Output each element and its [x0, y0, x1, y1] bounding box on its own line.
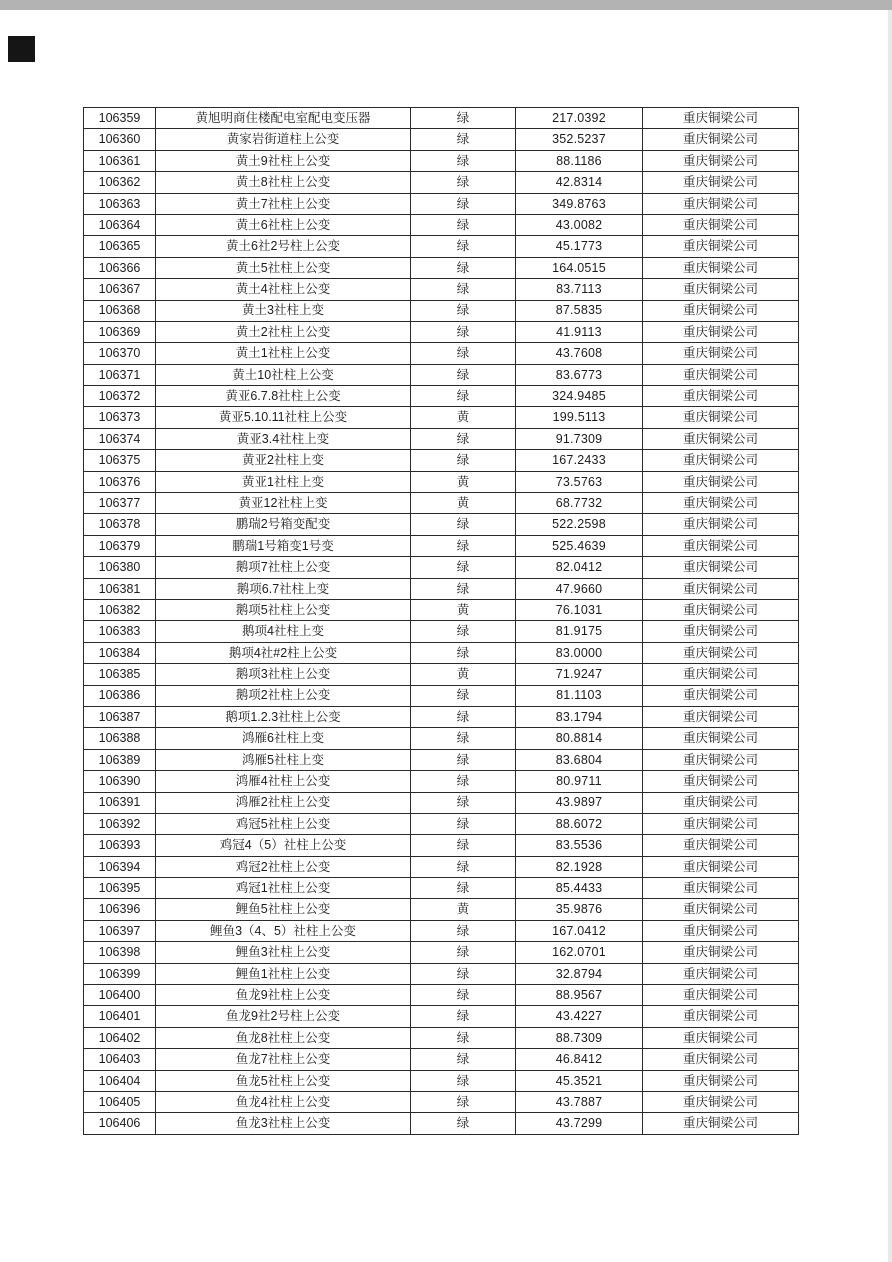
cell-company: 重庆铜梁公司 [643, 664, 799, 685]
cell-status: 绿 [411, 1049, 516, 1070]
cell-name: 黄土6社2号柱上公变 [156, 236, 411, 257]
cell-value: 82.1928 [516, 856, 643, 877]
cell-status: 绿 [411, 386, 516, 407]
cell-value: 83.1794 [516, 706, 643, 727]
cell-name: 黄亚12社柱上变 [156, 493, 411, 514]
cell-status: 黄 [411, 471, 516, 492]
table-row [84, 150, 799, 171]
cell-id: 106401 [84, 1006, 156, 1027]
table-body [84, 108, 799, 1135]
cell-company: 重庆铜梁公司 [643, 471, 799, 492]
cell-company: 重庆铜梁公司 [643, 642, 799, 663]
cell-name: 鹅项4社#2柱上公变 [156, 642, 411, 663]
table-row [84, 257, 799, 278]
cell-status: 绿 [411, 642, 516, 663]
cell-status: 绿 [411, 1113, 516, 1134]
table-row [84, 193, 799, 214]
cell-company: 重庆铜梁公司 [643, 386, 799, 407]
cell-company: 重庆铜梁公司 [643, 813, 799, 834]
cell-value: 80.8814 [516, 728, 643, 749]
table-row [84, 129, 799, 150]
table-row [84, 878, 799, 899]
cell-status: 绿 [411, 621, 516, 642]
cell-id: 106379 [84, 535, 156, 556]
cell-company: 重庆铜梁公司 [643, 321, 799, 342]
cell-name: 黄旭明商住楼配电室配电变压器 [156, 108, 411, 129]
cell-value: 47.9660 [516, 578, 643, 599]
cell-value: 35.9876 [516, 899, 643, 920]
cell-company: 重庆铜梁公司 [643, 792, 799, 813]
cell-value: 199.5113 [516, 407, 643, 428]
cell-company: 重庆铜梁公司 [643, 108, 799, 129]
cell-company: 重庆铜梁公司 [643, 535, 799, 556]
table-row [84, 1091, 799, 1112]
table-row [84, 172, 799, 193]
cell-value: 43.7608 [516, 343, 643, 364]
cell-id: 106369 [84, 321, 156, 342]
cell-name: 鱼龙9社柱上公变 [156, 985, 411, 1006]
table-row [84, 343, 799, 364]
cell-company: 重庆铜梁公司 [643, 1113, 799, 1134]
cell-id: 106400 [84, 985, 156, 1006]
table-row [84, 728, 799, 749]
cell-id: 106371 [84, 364, 156, 385]
table-row [84, 642, 799, 663]
cell-status: 绿 [411, 343, 516, 364]
cell-id: 106385 [84, 664, 156, 685]
cell-name: 鲤鱼1社柱上公变 [156, 963, 411, 984]
table-row [84, 1006, 799, 1027]
cell-status: 绿 [411, 535, 516, 556]
cell-status: 绿 [411, 1070, 516, 1091]
cell-name: 鹏瑞2号箱变配变 [156, 514, 411, 535]
cell-status: 绿 [411, 300, 516, 321]
cell-status: 绿 [411, 129, 516, 150]
cell-value: 32.8794 [516, 963, 643, 984]
cell-value: 41.9113 [516, 321, 643, 342]
cell-status: 绿 [411, 878, 516, 899]
cell-status: 绿 [411, 557, 516, 578]
cell-value: 91.7309 [516, 428, 643, 449]
table-row [84, 557, 799, 578]
cell-status: 绿 [411, 172, 516, 193]
table-row [84, 514, 799, 535]
cell-name: 黄土6社柱上公变 [156, 214, 411, 235]
cell-name: 鹅项2社柱上公变 [156, 685, 411, 706]
cell-id: 106393 [84, 835, 156, 856]
cell-value: 525.4639 [516, 535, 643, 556]
cell-name: 黄土5社柱上公变 [156, 257, 411, 278]
cell-id: 106403 [84, 1049, 156, 1070]
table-row [84, 386, 799, 407]
cell-company: 重庆铜梁公司 [643, 599, 799, 620]
cell-status: 绿 [411, 963, 516, 984]
cell-id: 106365 [84, 236, 156, 257]
cell-value: 88.7309 [516, 1027, 643, 1048]
cell-name: 鱼龙5社柱上公变 [156, 1070, 411, 1091]
cell-name: 鱼龙8社柱上公变 [156, 1027, 411, 1048]
cell-company: 重庆铜梁公司 [643, 428, 799, 449]
table-row [84, 920, 799, 941]
cell-id: 106394 [84, 856, 156, 877]
cell-value: 324.9485 [516, 386, 643, 407]
cell-status: 绿 [411, 706, 516, 727]
table-row [84, 749, 799, 770]
cell-value: 81.1103 [516, 685, 643, 706]
cell-name: 黄土8社柱上公变 [156, 172, 411, 193]
table-row [84, 578, 799, 599]
table-row [84, 321, 799, 342]
cell-company: 重庆铜梁公司 [643, 172, 799, 193]
cell-id: 106359 [84, 108, 156, 129]
cell-value: 71.9247 [516, 664, 643, 685]
cell-name: 鸡冠2社柱上公变 [156, 856, 411, 877]
table-row [84, 664, 799, 685]
cell-name: 鱼龙3社柱上公变 [156, 1113, 411, 1134]
cell-id: 106395 [84, 878, 156, 899]
cell-company: 重庆铜梁公司 [643, 407, 799, 428]
cell-company: 重庆铜梁公司 [643, 193, 799, 214]
cell-company: 重庆铜梁公司 [643, 942, 799, 963]
cell-company: 重庆铜梁公司 [643, 557, 799, 578]
cell-value: 46.8412 [516, 1049, 643, 1070]
cell-value: 43.4227 [516, 1006, 643, 1027]
cell-value: 43.7299 [516, 1113, 643, 1134]
cell-company: 重庆铜梁公司 [643, 279, 799, 300]
cell-id: 106386 [84, 685, 156, 706]
corner-mark [8, 36, 35, 62]
cell-name: 黄土7社柱上公变 [156, 193, 411, 214]
transformer-table [83, 107, 799, 1135]
cell-status: 绿 [411, 428, 516, 449]
cell-company: 重庆铜梁公司 [643, 514, 799, 535]
cell-id: 106389 [84, 749, 156, 770]
cell-name: 黄亚6.7.8社柱上公变 [156, 386, 411, 407]
cell-id: 106390 [84, 771, 156, 792]
cell-company: 重庆铜梁公司 [643, 621, 799, 642]
table-row [84, 706, 799, 727]
table-row [84, 621, 799, 642]
cell-status: 绿 [411, 835, 516, 856]
cell-id: 106378 [84, 514, 156, 535]
table-row [84, 1027, 799, 1048]
cell-name: 黄土3社柱上变 [156, 300, 411, 321]
cell-name: 鹅项7社柱上公变 [156, 557, 411, 578]
cell-id: 106388 [84, 728, 156, 749]
cell-value: 88.1186 [516, 150, 643, 171]
cell-status: 绿 [411, 792, 516, 813]
cell-name: 黄土1社柱上公变 [156, 343, 411, 364]
cell-id: 106377 [84, 493, 156, 514]
cell-name: 鱼龙9社2号柱上公变 [156, 1006, 411, 1027]
cell-status: 绿 [411, 942, 516, 963]
cell-company: 重庆铜梁公司 [643, 1049, 799, 1070]
cell-id: 106373 [84, 407, 156, 428]
table-row [84, 771, 799, 792]
cell-id: 106399 [84, 963, 156, 984]
cell-id: 106383 [84, 621, 156, 642]
cell-id: 106372 [84, 386, 156, 407]
table-row [84, 535, 799, 556]
table-row [84, 1113, 799, 1134]
cell-company: 重庆铜梁公司 [643, 749, 799, 770]
cell-value: 164.0515 [516, 257, 643, 278]
cell-status: 绿 [411, 749, 516, 770]
cell-name: 鸿雁5社柱上变 [156, 749, 411, 770]
table-row [84, 942, 799, 963]
cell-value: 88.9567 [516, 985, 643, 1006]
cell-name: 黄亚3.4社柱上变 [156, 428, 411, 449]
cell-name: 鸡冠1社柱上公变 [156, 878, 411, 899]
table-row [84, 493, 799, 514]
cell-status: 黄 [411, 899, 516, 920]
table-row [84, 1049, 799, 1070]
cell-company: 重庆铜梁公司 [643, 1091, 799, 1112]
cell-value: 81.9175 [516, 621, 643, 642]
cell-status: 绿 [411, 214, 516, 235]
cell-id: 106361 [84, 150, 156, 171]
cell-company: 重庆铜梁公司 [643, 920, 799, 941]
cell-status: 绿 [411, 108, 516, 129]
cell-value: 45.1773 [516, 236, 643, 257]
cell-value: 76.1031 [516, 599, 643, 620]
cell-company: 重庆铜梁公司 [643, 835, 799, 856]
cell-value: 83.7113 [516, 279, 643, 300]
cell-name: 鸡冠5社柱上公变 [156, 813, 411, 834]
cell-name: 鸿雁2社柱上公变 [156, 792, 411, 813]
cell-status: 绿 [411, 450, 516, 471]
cell-value: 43.0082 [516, 214, 643, 235]
cell-name: 黄土10社柱上公变 [156, 364, 411, 385]
cell-value: 45.3521 [516, 1070, 643, 1091]
cell-id: 106387 [84, 706, 156, 727]
cell-name: 鹏瑞1号箱变1号变 [156, 535, 411, 556]
cell-name: 鹅项4社柱上变 [156, 621, 411, 642]
cell-company: 重庆铜梁公司 [643, 856, 799, 877]
cell-status: 绿 [411, 193, 516, 214]
cell-status: 绿 [411, 1006, 516, 1027]
cell-id: 106363 [84, 193, 156, 214]
cell-name: 鹅项3社柱上公变 [156, 664, 411, 685]
cell-status: 绿 [411, 856, 516, 877]
cell-status: 绿 [411, 578, 516, 599]
cell-name: 鹅项1.2.3社柱上公变 [156, 706, 411, 727]
cell-value: 88.6072 [516, 813, 643, 834]
cell-status: 黄 [411, 493, 516, 514]
cell-status: 绿 [411, 985, 516, 1006]
cell-value: 522.2598 [516, 514, 643, 535]
cell-status: 绿 [411, 236, 516, 257]
table-row [84, 214, 799, 235]
cell-name: 鲤鱼5社柱上公变 [156, 899, 411, 920]
cell-company: 重庆铜梁公司 [643, 728, 799, 749]
table-row [84, 856, 799, 877]
table-row [84, 364, 799, 385]
cell-status: 黄 [411, 664, 516, 685]
table-row [84, 1070, 799, 1091]
cell-value: 85.4433 [516, 878, 643, 899]
cell-id: 106404 [84, 1070, 156, 1091]
page-right-edge-shadow [888, 10, 892, 1262]
cell-id: 106380 [84, 557, 156, 578]
page-top-edge-shadow [0, 0, 892, 10]
cell-status: 绿 [411, 1091, 516, 1112]
cell-name: 黄土4社柱上公变 [156, 279, 411, 300]
cell-company: 重庆铜梁公司 [643, 578, 799, 599]
cell-id: 106367 [84, 279, 156, 300]
cell-value: 349.8763 [516, 193, 643, 214]
cell-status: 绿 [411, 514, 516, 535]
cell-value: 83.6804 [516, 749, 643, 770]
cell-company: 重庆铜梁公司 [643, 493, 799, 514]
cell-company: 重庆铜梁公司 [643, 236, 799, 257]
cell-company: 重庆铜梁公司 [643, 300, 799, 321]
cell-value: 352.5237 [516, 129, 643, 150]
table-row [84, 300, 799, 321]
cell-company: 重庆铜梁公司 [643, 963, 799, 984]
cell-id: 106360 [84, 129, 156, 150]
cell-company: 重庆铜梁公司 [643, 129, 799, 150]
cell-id: 106381 [84, 578, 156, 599]
table-row [84, 813, 799, 834]
cell-value: 80.9711 [516, 771, 643, 792]
cell-name: 黄家岩街道柱上公变 [156, 129, 411, 150]
table-row [84, 279, 799, 300]
cell-name: 鱼龙7社柱上公变 [156, 1049, 411, 1070]
cell-name: 黄亚2社柱上变 [156, 450, 411, 471]
cell-value: 167.0412 [516, 920, 643, 941]
table-row [84, 963, 799, 984]
cell-company: 重庆铜梁公司 [643, 1070, 799, 1091]
cell-id: 106406 [84, 1113, 156, 1134]
cell-value: 43.9897 [516, 792, 643, 813]
cell-company: 重庆铜梁公司 [643, 257, 799, 278]
table-row [84, 599, 799, 620]
cell-company: 重庆铜梁公司 [643, 899, 799, 920]
cell-name: 鹅项6.7社柱上变 [156, 578, 411, 599]
cell-status: 绿 [411, 257, 516, 278]
cell-company: 重庆铜梁公司 [643, 706, 799, 727]
cell-id: 106402 [84, 1027, 156, 1048]
cell-value: 68.7732 [516, 493, 643, 514]
cell-value: 73.5763 [516, 471, 643, 492]
table-row [84, 450, 799, 471]
cell-id: 106398 [84, 942, 156, 963]
cell-name: 鲤鱼3社柱上公变 [156, 942, 411, 963]
table-row [84, 236, 799, 257]
cell-id: 106405 [84, 1091, 156, 1112]
cell-name: 鱼龙4社柱上公变 [156, 1091, 411, 1112]
cell-company: 重庆铜梁公司 [643, 214, 799, 235]
cell-status: 绿 [411, 685, 516, 706]
cell-id: 106376 [84, 471, 156, 492]
cell-status: 绿 [411, 771, 516, 792]
cell-id: 106366 [84, 257, 156, 278]
cell-id: 106396 [84, 899, 156, 920]
cell-name: 鹅项5社柱上公变 [156, 599, 411, 620]
cell-status: 绿 [411, 321, 516, 342]
cell-id: 106384 [84, 642, 156, 663]
cell-id: 106374 [84, 428, 156, 449]
table-row [84, 792, 799, 813]
cell-value: 83.5536 [516, 835, 643, 856]
table-row [84, 985, 799, 1006]
cell-name: 鲤鱼3（4、5）社柱上公变 [156, 920, 411, 941]
cell-value: 217.0392 [516, 108, 643, 129]
cell-company: 重庆铜梁公司 [643, 1027, 799, 1048]
table-row [84, 108, 799, 129]
cell-value: 42.8314 [516, 172, 643, 193]
cell-id: 106370 [84, 343, 156, 364]
table-row [84, 407, 799, 428]
cell-company: 重庆铜梁公司 [643, 1006, 799, 1027]
cell-id: 106382 [84, 599, 156, 620]
cell-status: 绿 [411, 813, 516, 834]
cell-name: 黄亚5.10.11社柱上公变 [156, 407, 411, 428]
cell-id: 106364 [84, 214, 156, 235]
cell-name: 黄土2社柱上公变 [156, 321, 411, 342]
cell-value: 162.0701 [516, 942, 643, 963]
cell-value: 167.2433 [516, 450, 643, 471]
cell-name: 鸿雁4社柱上公变 [156, 771, 411, 792]
cell-name: 鸡冠4（5）社柱上公变 [156, 835, 411, 856]
cell-value: 43.7887 [516, 1091, 643, 1112]
cell-value: 87.5835 [516, 300, 643, 321]
cell-status: 绿 [411, 1027, 516, 1048]
cell-status: 绿 [411, 279, 516, 300]
table-row [84, 899, 799, 920]
cell-id: 106368 [84, 300, 156, 321]
cell-name: 黄亚1社柱上变 [156, 471, 411, 492]
cell-company: 重庆铜梁公司 [643, 685, 799, 706]
cell-id: 106362 [84, 172, 156, 193]
cell-status: 绿 [411, 364, 516, 385]
cell-status: 绿 [411, 920, 516, 941]
cell-company: 重庆铜梁公司 [643, 150, 799, 171]
cell-id: 106391 [84, 792, 156, 813]
cell-company: 重庆铜梁公司 [643, 343, 799, 364]
cell-status: 绿 [411, 728, 516, 749]
cell-company: 重庆铜梁公司 [643, 771, 799, 792]
cell-value: 82.0412 [516, 557, 643, 578]
cell-status: 黄 [411, 407, 516, 428]
table-row [84, 428, 799, 449]
cell-company: 重庆铜梁公司 [643, 878, 799, 899]
cell-company: 重庆铜梁公司 [643, 364, 799, 385]
cell-company: 重庆铜梁公司 [643, 450, 799, 471]
cell-id: 106392 [84, 813, 156, 834]
cell-id: 106375 [84, 450, 156, 471]
cell-status: 黄 [411, 599, 516, 620]
table-row [84, 835, 799, 856]
cell-value: 83.0000 [516, 642, 643, 663]
cell-status: 绿 [411, 150, 516, 171]
table-row [84, 471, 799, 492]
cell-company: 重庆铜梁公司 [643, 985, 799, 1006]
table-row [84, 685, 799, 706]
cell-value: 83.6773 [516, 364, 643, 385]
cell-id: 106397 [84, 920, 156, 941]
cell-name: 黄土9社柱上公变 [156, 150, 411, 171]
cell-name: 鸿雁6社柱上变 [156, 728, 411, 749]
